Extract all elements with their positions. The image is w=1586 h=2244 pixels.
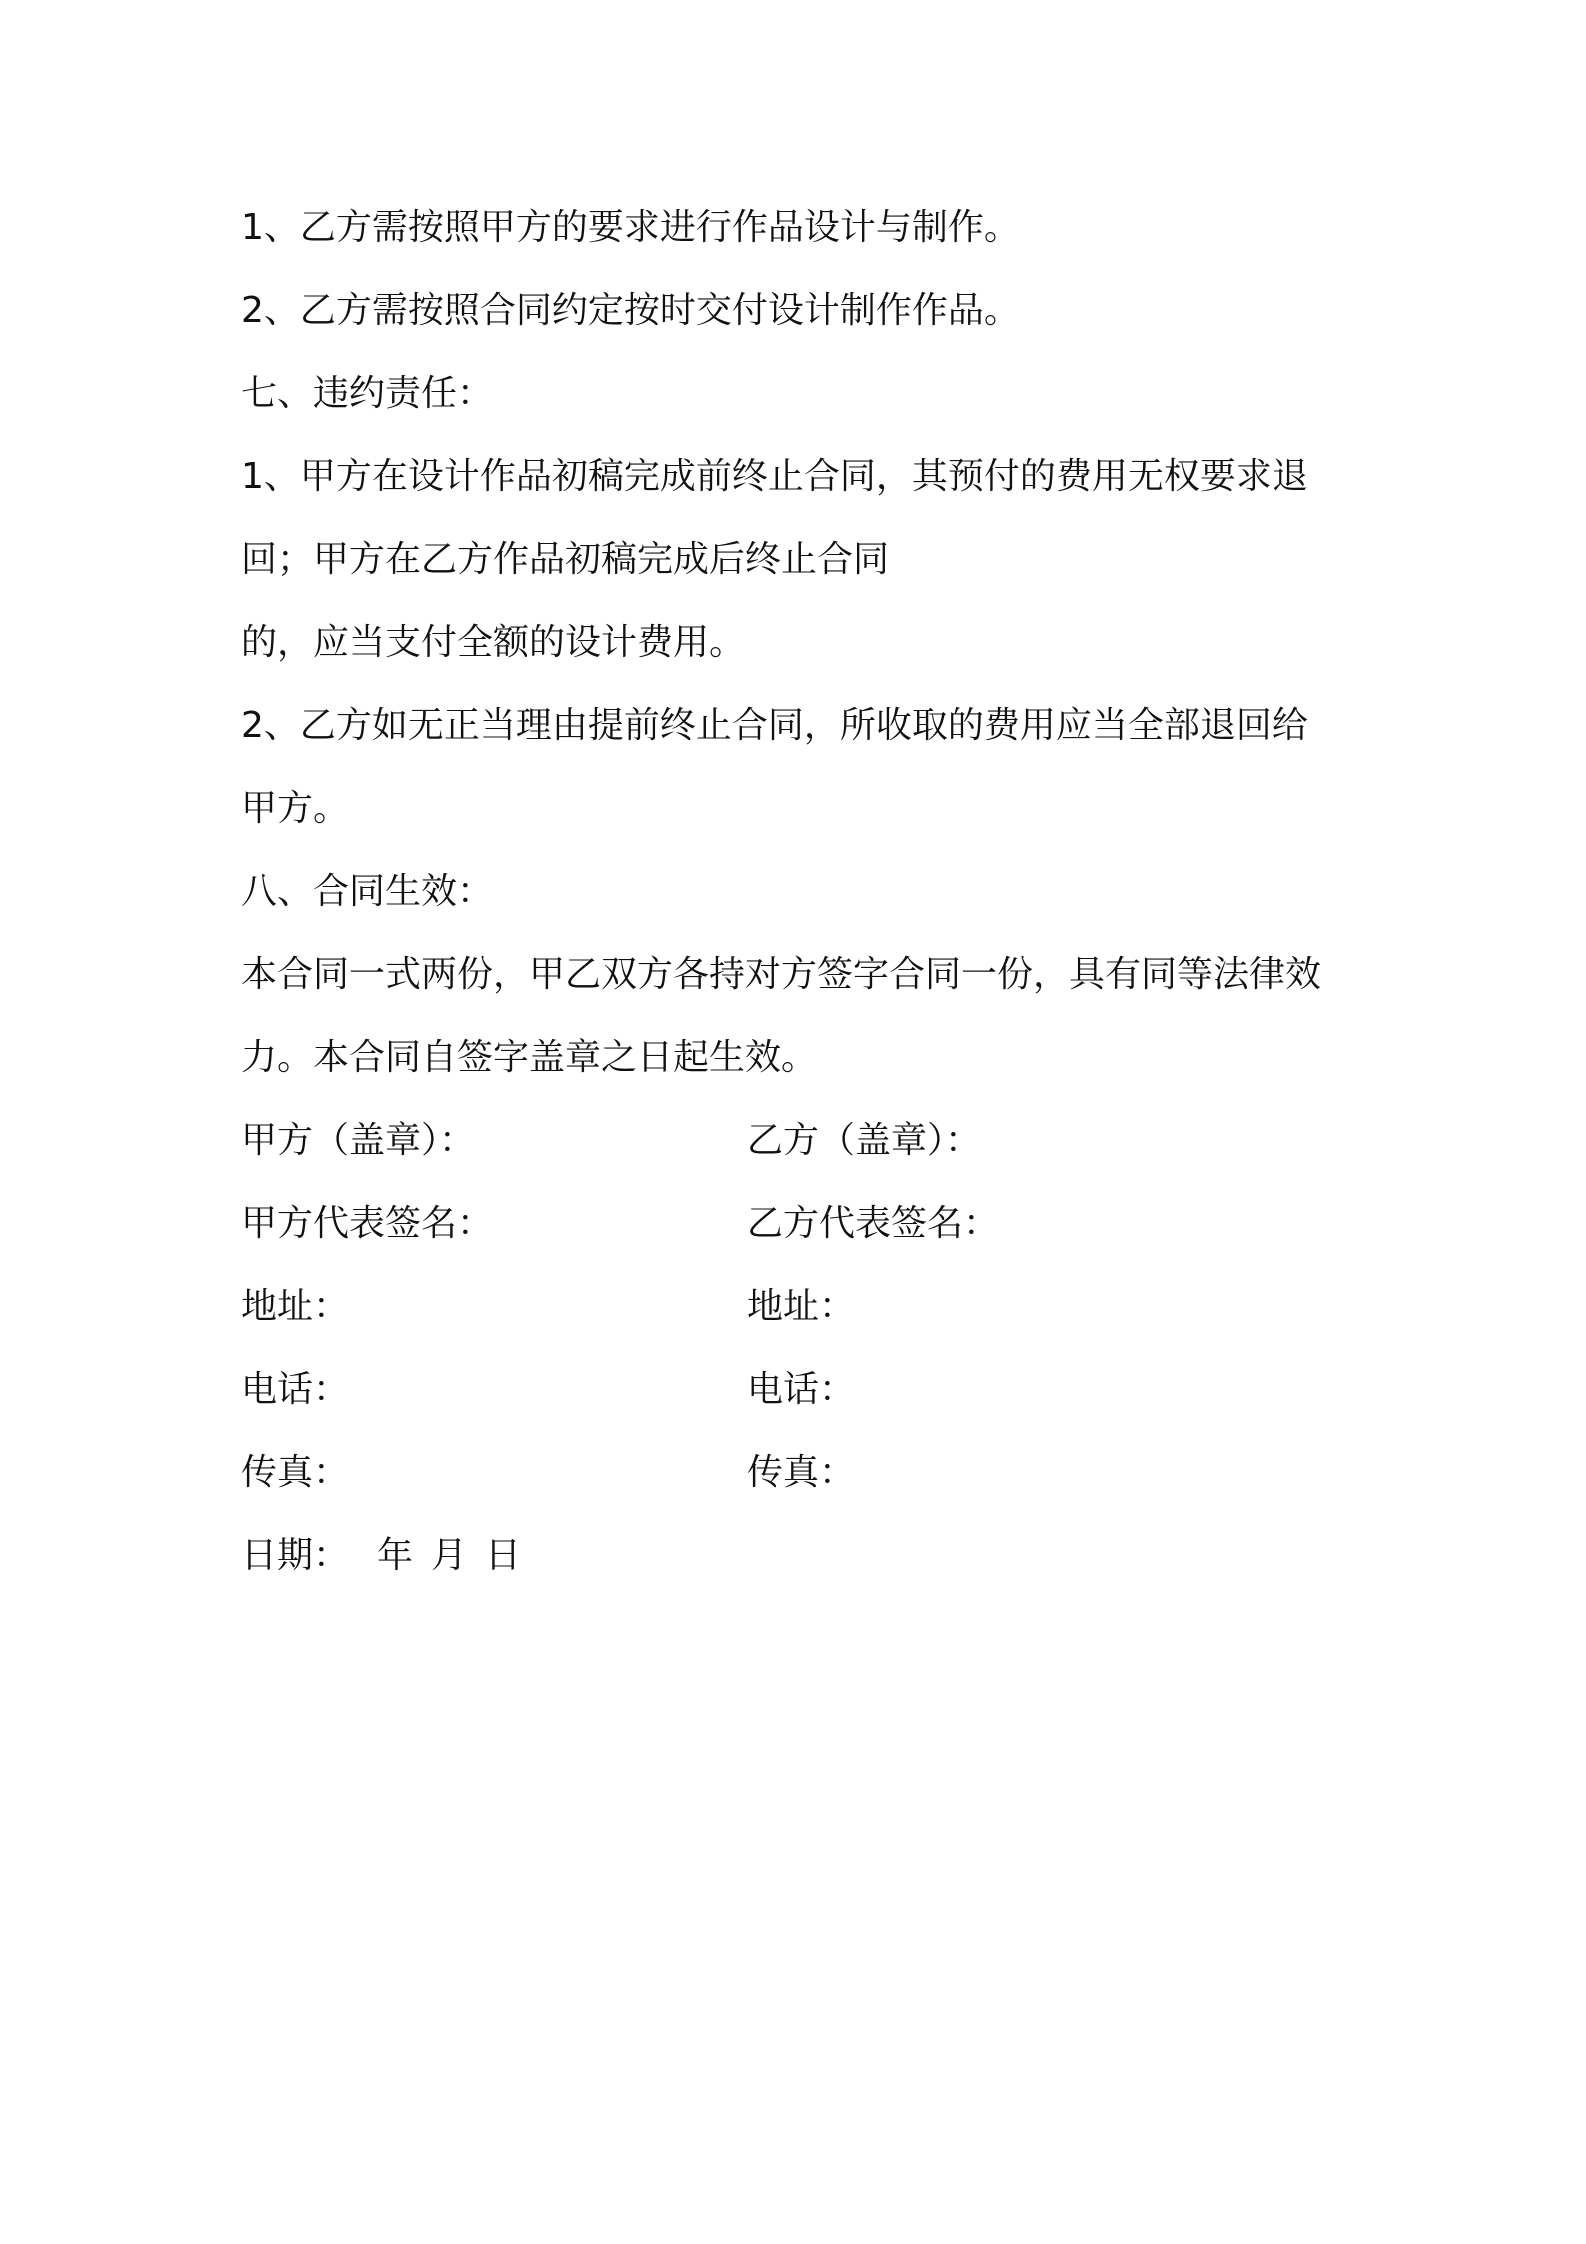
- clause-7-item-1-line-3: 的，应当支付全额的设计费用。: [241, 622, 746, 663]
- party-a-fax-label: 传真：: [241, 1452, 350, 1493]
- clause-8-line-2: 力。本合同自签字盖章之日起生效。: [241, 1037, 818, 1078]
- section-heading-8: 八、合同生效：: [241, 871, 494, 912]
- party-a-address-label: 地址：: [241, 1286, 350, 1327]
- clause-7-item-1-line-1: 1、甲方在设计作品初稿完成前终止合同，其预付的费用无权要求退: [241, 456, 1308, 497]
- clause-7-item-1-line-2: 回；甲方在乙方作品初稿完成后终止合同: [241, 539, 890, 580]
- party-a-seal-label: 甲方（盖章）：: [241, 1120, 476, 1161]
- section-heading-7: 七、违约责任：: [241, 373, 494, 414]
- party-b-fax-label: 传真：: [747, 1452, 856, 1493]
- party-a-phone-label: 电话：: [241, 1369, 350, 1410]
- clause-6-item-1: 1、乙方需按照甲方的要求进行作品设计与制作。: [241, 207, 1020, 248]
- clause-7-item-2-line-1: 2、乙方如无正当理由提前终止合同，所收取的费用应当全部退回给: [241, 705, 1308, 746]
- date-year: 年: [377, 1535, 414, 1576]
- clause-8-line-1: 本合同一式两份，甲乙双方各持对方签字合同一份，具有同等法律效: [241, 954, 1322, 995]
- date-month: 月: [431, 1535, 468, 1576]
- party-a-representative-label: 甲方代表签名：: [241, 1203, 494, 1244]
- date-line: [241, 1533, 521, 1579]
- party-b-representative-label: 乙方代表签名：: [747, 1203, 1000, 1244]
- party-b-address-label: 地址：: [747, 1286, 856, 1327]
- date-label: 日期：: [241, 1535, 350, 1576]
- date-day: 日: [485, 1535, 522, 1576]
- clause-6-item-2: 2、乙方需按照合同约定按时交付设计制作作品。: [241, 290, 1020, 331]
- party-b-seal-label: 乙方（盖章）：: [747, 1120, 982, 1161]
- party-b-phone-label: 电话：: [747, 1369, 856, 1410]
- clause-7-item-2-line-2: 甲方。: [241, 788, 350, 829]
